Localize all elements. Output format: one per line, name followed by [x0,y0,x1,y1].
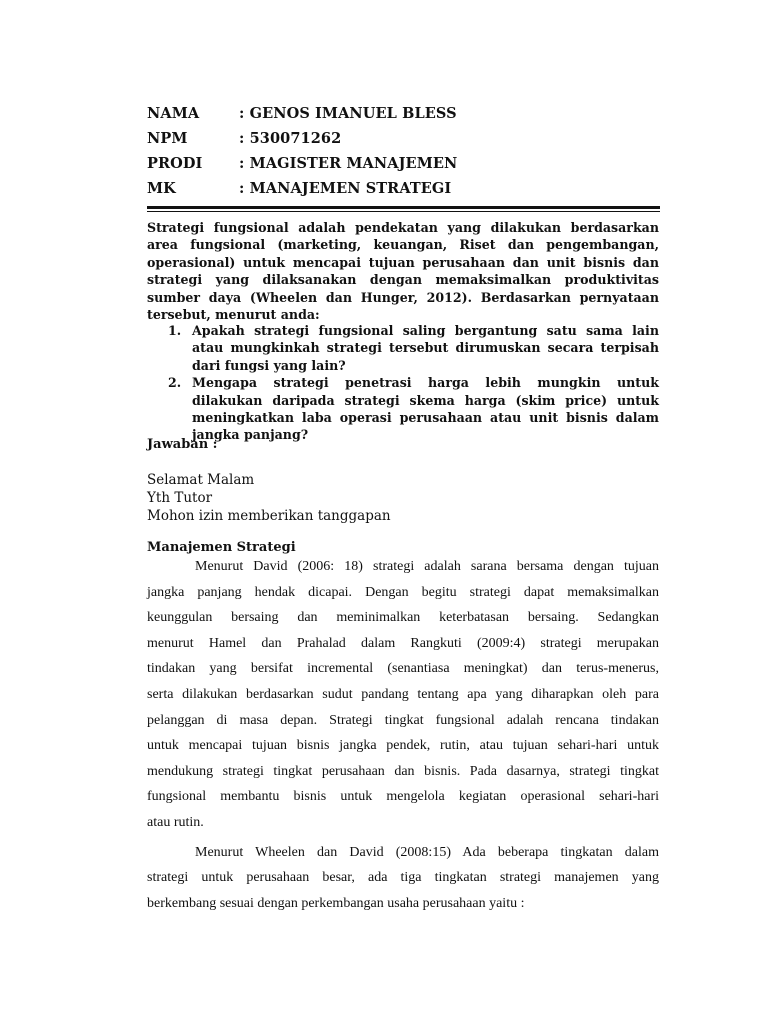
answer-heading: Jawaban : [147,437,218,452]
body-line: untuk mencapai tujuan bisnis jangka pendek, rutin, atau tujuan sehari-hari untuk [147,738,659,754]
header-row-npm [147,126,617,151]
header-row-prodi [147,151,617,176]
header-row-mk [147,176,617,201]
header-label: PRODI [147,155,203,172]
greeting-line: Selamat Malam [147,472,255,488]
question-list [147,322,659,444]
body-text [147,554,659,916]
paragraph-1 [147,554,659,836]
body-line: pelanggan di masa depan. Strategi tingkat fungsional adalah rencana tindakan [147,712,659,728]
greeting-line: Mohon izin memberikan tanggapan [147,508,391,524]
question-number: 2. [168,375,182,391]
header-label: NAMA [147,105,200,122]
body-line: Menurut David (2006: 18) strategi adalah sarana bersama dengan tujuan [195,559,659,574]
header-row-nama [147,101,617,126]
question-text: Mengapa strategi penetrasi harga lebih mungkin untuk dilakukan daripada strategi skema harga (skim price) untuk meningkatkan laba operasi perusahaan atau unit bisnis dalam jangka panjang? [192,375,659,443]
body-line: serta dilakukan berdasarkan sudut pandang tentang apa yang diharapkan oleh para [147,686,659,702]
body-line: Menurut Wheelen dan David (2008:15) Ada beberapa tingkatan dalam [195,844,659,860]
body-line: strategi untuk perusahaan besar, ada tiga tingkatan strategi manajemen yang [147,870,659,886]
header-value: : MANAJEMEN STRATEGI [239,180,452,197]
body-line: fungsional membantu bisnis untuk mengelola kegiatan operasional sehari-hari [147,789,659,805]
body-line: menurut Hamel dan Prahalad dalam Rangkuti (2009:4) strategi merupakan [147,635,659,651]
question-item [147,374,659,444]
header-divider-thin [147,211,660,212]
body-line: tindakan yang bersifat incremental (senantiasa meningkat) dan terus-menerus, [147,661,659,677]
greeting-line: Yth Tutor [147,490,213,506]
question-number: 1. [168,323,182,338]
paragraph-2 [147,840,659,917]
body-line: mendukung strategi tingkat perusahaan dan bisnis. Pada dasarnya, strategi tingkat [147,763,659,779]
body-line: keunggulan bersaing dan meminimalkan keterbatasan bersaing. Sedangkan [147,610,659,626]
question-item [147,322,659,374]
header-value: : 530071262 [239,130,342,147]
greeting-block [147,471,391,525]
header-value: : MAGISTER MANAJEMEN [239,155,458,172]
header-label: NPM [147,130,188,147]
header-label: MK [147,180,176,197]
section-title: Manajemen Strategi [147,540,296,555]
identity-header [147,101,617,201]
body-line: atau rutin. [147,814,204,830]
body-line: jangka panjang hendak dicapai. Dengan begitu strategi dapat memaksimalkan [147,584,659,600]
header-value: : GENOS IMANUEL BLESS [239,105,457,122]
body-line: berkembang sesuai dengan perkembangan usaha perusahaan yaitu : [147,895,525,911]
header-divider-thick [147,206,660,209]
question-text: Apakah strategi fungsional saling bergantung satu sama lain atau mungkinkah strategi tersebut dirumuskan secara terpisah dari fungsi yang lain? [192,323,659,373]
question-intro: Strategi fungsional adalah pendekatan yang dilakukan berdasarkan area fungsional (marketing, keuangan, Riset dan pengembangan, operasional) untuk mencapai tujuan perusahaan dan unit bisnis dan strategi yang dilaksanakan dengan memaksimalkan produktivitas sumber daya (Wheelen dan Hunger, 2012). Berdasarkan pernyataan tersebut, menurut anda: [147,220,659,323]
